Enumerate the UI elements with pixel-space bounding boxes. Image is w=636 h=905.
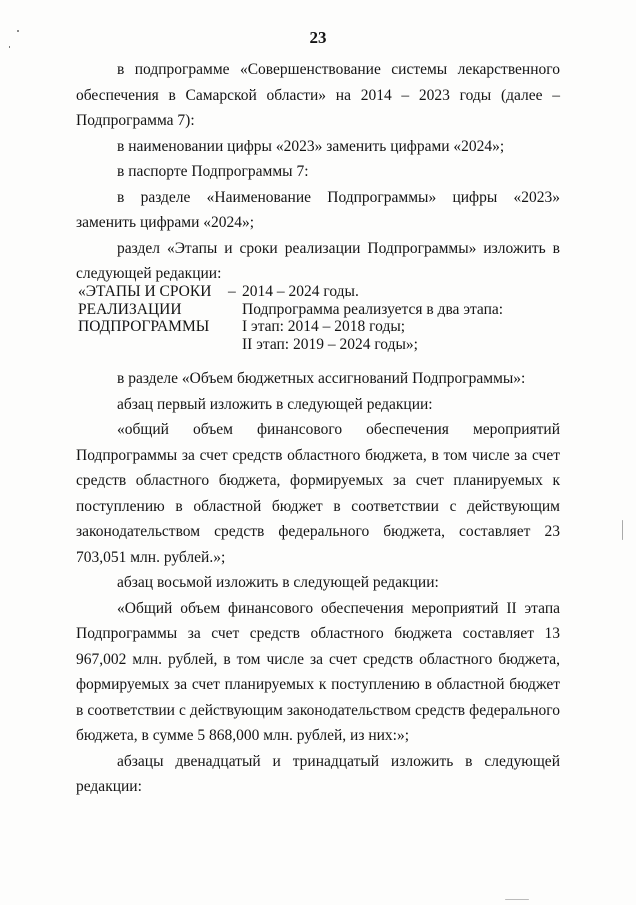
stages-label-line: ПОДПРОГРАММЫ [78,318,210,335]
stages-label-line: «ЭТАПЫ И СРОКИ [78,283,212,300]
scan-speck [505,899,529,900]
paragraph: «Общий объем финансового обеспечения мероприятий II этапа Подпрограммы за счет средств областного бюджета составляет 13 967,002 млн. рублей, в том числе за счет средств областного бюджета, формируемых за счет планируемых к поступлению в областной бюджет в соответствии с действующим законодательством средств федерального бюджета, в сумме 5 868,000 млн. рублей, из них:»; [76,599,560,744]
paragraph: в разделе «Наименование Подпрограммы» цифры «2023» заменить цифрами «2024»; [76,188,560,231]
stages-value-line: I этап: 2014 – 2018 годы; [242,318,406,335]
paragraph: в паспорте Подпрограммы 7: [117,163,309,180]
stages-value-line: 2014 – 2024 годы. [242,283,359,300]
top-paragraphs [76,57,560,287]
scan-speck [17,30,19,32]
page-number: 23 [309,28,327,47]
paragraph: в разделе «Объем бюджетных ассигнований Подпрограммы»: [117,370,526,387]
stages-label [78,283,228,353]
paragraph: «общий объем финансового обеспечения мероприятий Подпрограммы за счет средств областного бюджета, в том числе за счет средств областного бюджета, формируемых за счет планируемых к поступлению в областной бюджет в соответствии с действующим законодательством средств федерального бюджета, составляет 23 703,051 млн. рублей.»; [76,421,560,566]
paragraph: абзац первый изложить в следующей редакции: [117,395,433,413]
bottom-paragraphs [76,366,560,800]
stages-value-line: Подпрограмма реализуется в два этапа: [242,300,504,318]
stages-label-line: РЕАЛИЗАЦИИ [78,300,182,318]
stages-table [78,283,522,353]
scan-speck [9,46,10,48]
stages-value [242,283,522,353]
scan-speck [622,520,623,540]
paragraph: абзацы двенадцатый и тринадцатый изложить в следующей редакции: [76,752,560,795]
stages-value-line: II этап: 2019 – 2024 годы»; [242,335,418,353]
stages-dash: – [228,283,236,300]
paragraph: в наименовании цифры «2023» заменить цифрами «2024»; [117,137,505,155]
paragraph: раздел «Этапы и сроки реализации Подпрограммы» изложить в следующей редакции: [76,239,560,282]
paragraph: в подпрограмме «Совершенствование системы лекарственного обеспечения в Самарской области» на 2014 – 2023 годы (далее – Подпрограмма 7): [76,61,560,129]
paragraph: абзац восьмой изложить в следующей редакции: [117,574,439,591]
